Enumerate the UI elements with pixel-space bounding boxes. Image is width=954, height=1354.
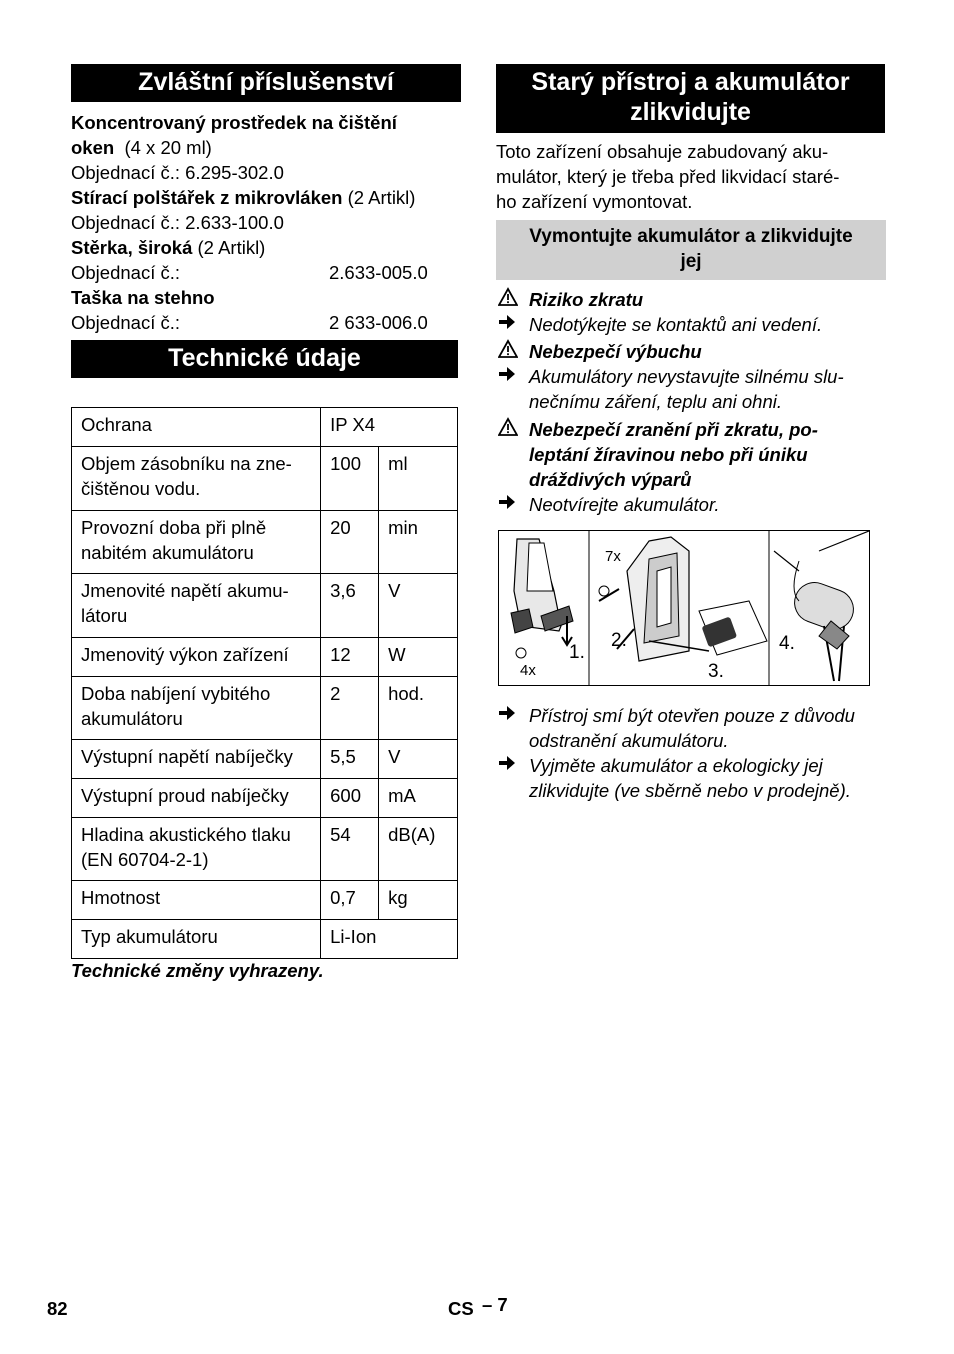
illustration-drawing [499,531,869,685]
spec-label: Výstupní napětí nabíječky [72,740,321,779]
fig-label-4x: 4x [520,662,536,679]
page-number: 82 [47,1298,68,1319]
accessory-1-name-cont: oken (4 x 20 ml) [71,137,212,158]
spec-value: IP X4 [321,408,458,447]
spec-value: 100 [321,447,379,511]
disposal-intro: Toto zařízení obsahuje zabudovaný aku- mulátor, který je třeba před likvidací staré- ho zařízení vymontovat. [496,141,840,212]
spec-value: 3,6 [321,574,379,638]
spec-row [72,881,458,920]
disposal-title-line2: zlikvidujte [630,98,751,126]
arrow-right-icon [498,492,520,517]
warning-triangle-icon [498,339,520,364]
spec-row [72,511,458,574]
tech-changes-note: Technické změny vyhrazeny. [71,960,324,981]
accessory-1-name: Koncentrovaný prostředek na čištění [71,112,397,133]
spec-label: Hladina akustického tlaku (EN 60704-2-1) [72,818,321,881]
arrow-right-icon [498,753,520,778]
accessories-title: Zvláštní příslušenství [138,68,394,96]
spec-label: Ochrana [72,408,321,447]
spec-value: Li-Ion [321,920,458,959]
spec-value: 20 [321,511,379,574]
spec-label: Výstupní proud nabíječky [72,779,321,818]
spec-label: Objem zásobníku na zne-čištěnou vodu. [72,447,321,511]
spec-row [72,638,458,677]
fig-step-4: 4. [779,633,795,654]
spec-unit: dB(A) [379,818,458,881]
warning-triangle-icon [498,287,520,312]
fig-label-7x: 7x [605,548,621,565]
disposal-heading [496,64,885,133]
spec-label: Doba nabíjení vybitého akumulátoru [72,677,321,740]
fig-step-3: 3. [708,661,724,682]
spec-value: 0,7 [321,881,379,920]
warning-triangle-icon [498,417,520,442]
spec-row [72,677,458,740]
spec-unit: W [379,638,458,677]
spec-row [72,408,458,447]
spec-value: 600 [321,779,379,818]
arrow-right-icon [498,703,520,728]
spec-label: Typ akumulátoru [72,920,321,959]
spec-row [72,447,458,511]
spec-value: 54 [321,818,379,881]
accessory-2-order: Objednací č.: 2.633-100.0 [71,212,284,233]
accessory-2-name: Stírací polštářek z mikrovláken (2 Artikl) [71,187,416,208]
tech-data-heading [71,340,458,378]
arrow-right-icon [498,312,520,337]
spec-unit: mA [379,779,458,818]
spec-row [72,818,458,881]
fig-step-2: 2. [611,630,627,651]
accessory-3-name: Stěrka, široká (2 Artikl) [71,237,266,258]
spec-value: 2 [321,677,379,740]
spec-row [72,920,458,959]
spec-unit: V [379,574,458,638]
remove-battery-subheading: Vymontujte akumulátor a zlikvidujte jej [496,220,886,280]
battery-removal-illustration [498,530,870,686]
tech-spec-table [71,407,458,959]
spec-value: 5,5 [321,740,379,779]
spec-label: Hmotnost [72,881,321,920]
spec-row [72,740,458,779]
spec-unit: min [379,511,458,574]
accessory-3-order: Objednací č.: 2.633-005.0 [71,262,428,283]
accessory-4-order: Objednací č.: 2 633-006.0 [71,312,428,333]
spec-value: 12 [321,638,379,677]
accessory-1-order: Objednací č.: 6.295-302.0 [71,162,284,183]
spec-unit: kg [379,881,458,920]
spec-unit: hod. [379,677,458,740]
spec-label: Jmenovité napětí akumu-látoru [72,574,321,638]
accessories-heading [71,64,461,102]
arrow-right-icon [498,364,520,389]
spec-label: Jmenovitý výkon zařízení [72,638,321,677]
language-code: CS [448,1298,474,1319]
section-page: – 7 [482,1294,508,1315]
fig-step-1: 1. [569,642,585,663]
spec-row [72,574,458,638]
disposal-title-line1: Starý přístroj a akumulátor [531,68,850,96]
spec-unit: ml [379,447,458,511]
tech-data-title: Technické údaje [168,344,361,372]
accessory-4-name: Taška na stehno [71,287,215,308]
spec-unit: V [379,740,458,779]
spec-label: Provozní doba při plně nabitém akumulátoru [72,511,321,574]
spec-row [72,779,458,818]
